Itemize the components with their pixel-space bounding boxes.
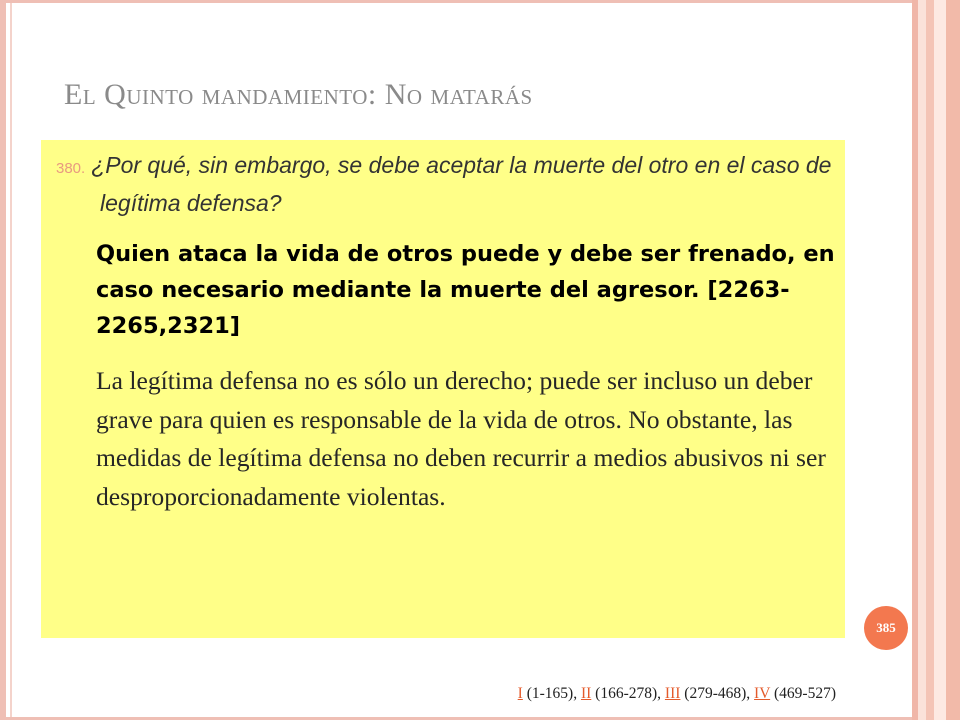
footer-navigation [518,685,836,703]
explanation-text: La legítima defensa no es sólo un derecho; puede ser incluso un deber grave para quien es responsable de la vida de otros. No obstante, las medidas de legítima defensa no deben recurrir a medios abusivos ni ser desproporcionadamente violentas. [96,366,826,511]
slide-title: El Quinto mandamiento: No matarás [64,78,533,111]
footer-link-part-1[interactable]: I [517,685,523,702]
footer-range: (166-278) [595,685,658,702]
decorative-stripe [926,0,934,720]
decorative-stripe [946,0,960,720]
footer-separator: , [657,685,665,702]
footer-separator: , [573,685,581,702]
page-number-badge: 385 [864,606,908,650]
question [56,148,880,221]
footer-link-part-3[interactable]: III [664,685,681,702]
footer-separator: , [746,685,755,702]
decorative-stripe [934,0,946,720]
question-text: ¿Por qué, sin embargo, se debe aceptar la muerte del otro en el caso de legítima defensa? [91,152,832,216]
footer-range: (1-165) [526,685,574,702]
footer-link-part-2[interactable]: II [580,685,592,702]
footer-range: (279-468) [684,685,747,702]
answer-text: Quien ataca la vida de otros puede y debe ser frenado, en caso necesario mediante la muerte del agresor. [2263-2265,2321] [96,241,835,339]
slide-frame-top [0,0,912,3]
decorative-stripe [918,0,926,720]
footer-range: (469-527) [774,685,836,702]
slide-frame-inner-line [10,0,12,720]
footer-link-part-4[interactable]: IV [754,685,771,702]
slide-frame-left [0,0,6,720]
question-number: 380. [56,160,86,177]
